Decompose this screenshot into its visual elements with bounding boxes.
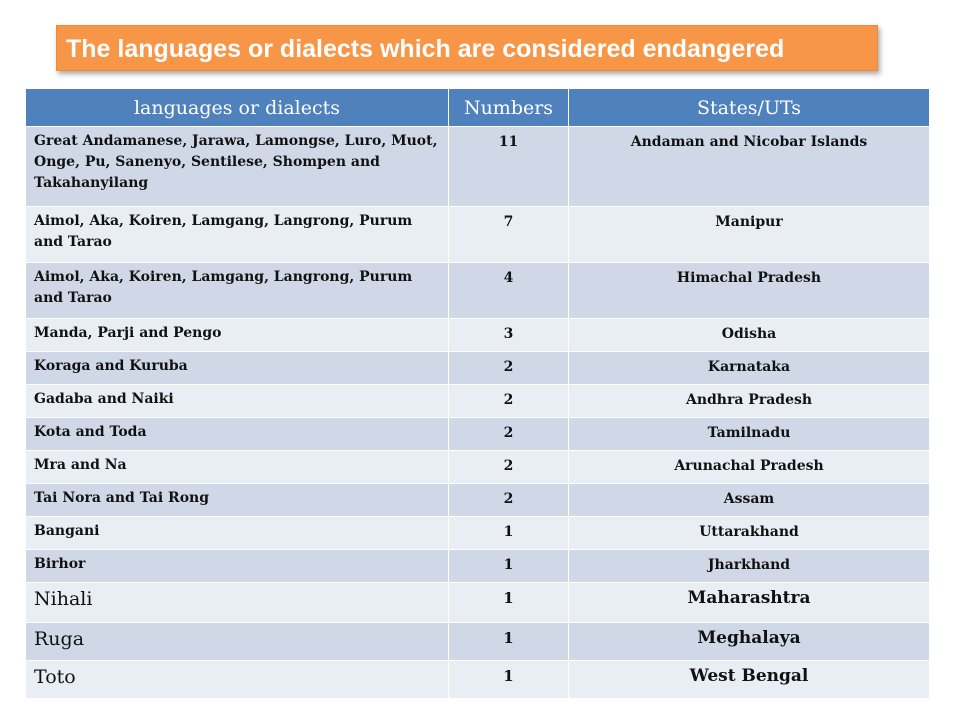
state-cell: Tamilnadu xyxy=(569,418,930,451)
language-cell: Aimol, Aka, Koiren, Lamgang, Langrong, Purum and Tarao xyxy=(26,263,449,319)
state-cell: Andaman and Nicobar Islands xyxy=(569,127,930,207)
table-row xyxy=(26,583,930,623)
table-row xyxy=(26,263,930,319)
number-cell: 1 xyxy=(449,517,569,550)
state-cell: Maharashtra xyxy=(569,583,930,623)
number-cell: 2 xyxy=(449,352,569,385)
language-cell: Bangani xyxy=(26,517,449,550)
header-numbers: Numbers xyxy=(449,89,569,127)
table-row xyxy=(26,385,930,418)
number-cell: 11 xyxy=(449,127,569,207)
state-cell: Himachal Pradesh xyxy=(569,263,930,319)
state-cell: Andhra Pradesh xyxy=(569,385,930,418)
state-cell: Karnataka xyxy=(569,352,930,385)
language-cell: Gadaba and Naiki xyxy=(26,385,449,418)
table-row xyxy=(26,418,930,451)
number-cell: 2 xyxy=(449,385,569,418)
language-cell: Kota and Toda xyxy=(26,418,449,451)
number-cell: 1 xyxy=(449,623,569,661)
table-row xyxy=(26,207,930,263)
table-row xyxy=(26,661,930,699)
language-cell: Koraga and Kuruba xyxy=(26,352,449,385)
language-cell: Toto xyxy=(26,661,449,699)
state-cell: Uttarakhand xyxy=(569,517,930,550)
slide-title: The languages or dialects which are considered endangered xyxy=(56,25,878,71)
table-row xyxy=(26,451,930,484)
table-row xyxy=(26,623,930,661)
endangered-languages-table xyxy=(25,88,930,699)
state-cell: Odisha xyxy=(569,319,930,352)
language-cell: Ruga xyxy=(26,623,449,661)
number-cell: 2 xyxy=(449,484,569,517)
number-cell: 4 xyxy=(449,263,569,319)
number-cell: 1 xyxy=(449,583,569,623)
state-cell: Arunachal Pradesh xyxy=(569,451,930,484)
number-cell: 3 xyxy=(449,319,569,352)
table-header-row xyxy=(26,89,930,127)
header-languages: languages or dialects xyxy=(26,89,449,127)
table-row xyxy=(26,319,930,352)
state-cell: Jharkhand xyxy=(569,550,930,583)
language-cell: Nihali xyxy=(26,583,449,623)
table-row xyxy=(26,517,930,550)
language-cell: Birhor xyxy=(26,550,449,583)
header-states: States/UTs xyxy=(569,89,930,127)
table-row xyxy=(26,550,930,583)
number-cell: 2 xyxy=(449,418,569,451)
language-cell: Manda, Parji and Pengo xyxy=(26,319,449,352)
state-cell: West Bengal xyxy=(569,661,930,699)
number-cell: 2 xyxy=(449,451,569,484)
language-cell: Tai Nora and Tai Rong xyxy=(26,484,449,517)
table-row xyxy=(26,352,930,385)
state-cell: Assam xyxy=(569,484,930,517)
table-row xyxy=(26,127,930,207)
state-cell: Manipur xyxy=(569,207,930,263)
language-cell: Mra and Na xyxy=(26,451,449,484)
number-cell: 7 xyxy=(449,207,569,263)
table-row xyxy=(26,484,930,517)
number-cell: 1 xyxy=(449,661,569,699)
language-cell: Aimol, Aka, Koiren, Lamgang, Langrong, Purum and Tarao xyxy=(26,207,449,263)
number-cell: 1 xyxy=(449,550,569,583)
state-cell: Meghalaya xyxy=(569,623,930,661)
language-cell: Great Andamanese, Jarawa, Lamongse, Luro, Muot, Onge, Pu, Sanenyo, Sentilese, Shompen and Takahanyilang xyxy=(26,127,449,207)
